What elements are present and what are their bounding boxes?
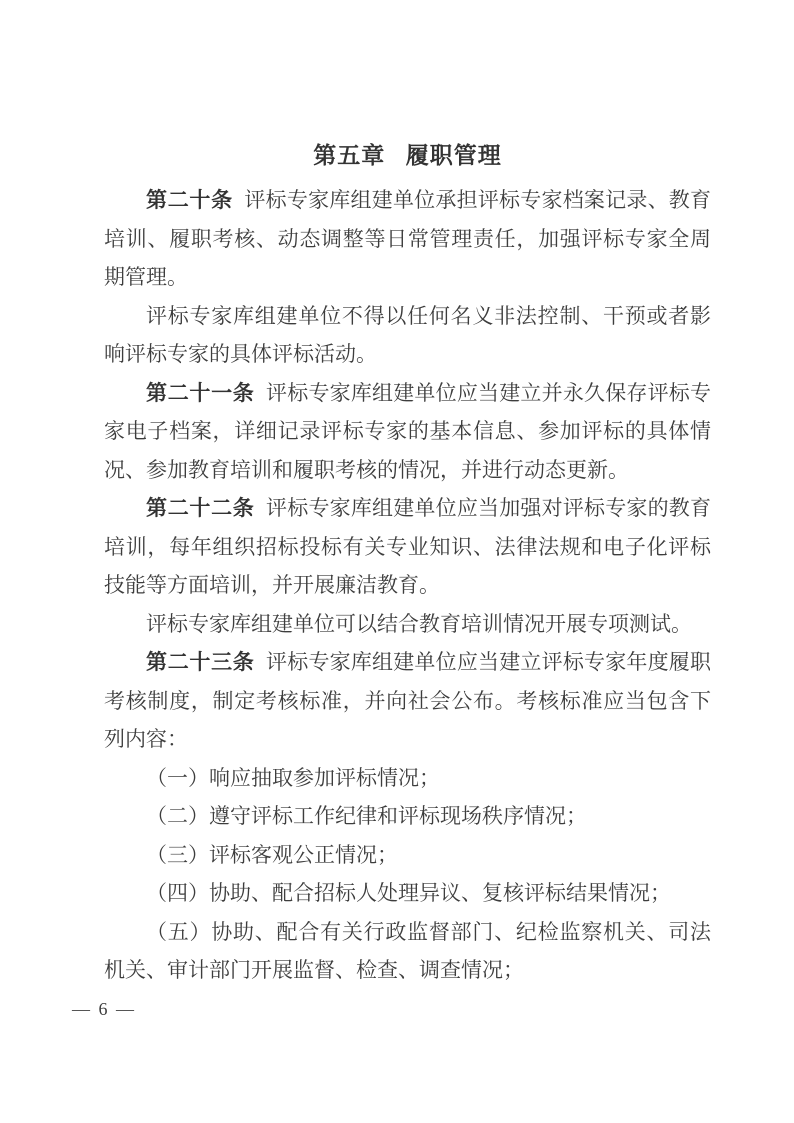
paragraph [104, 913, 711, 990]
paragraph-text: （三）评标客观公正情况； [146, 842, 398, 867]
paragraph-text: 评标专家库组建单位应当建立并永久保存评标专家电子档案，详细记录评标专家的基本信息、参加评标的具体情况、参加教育培训和履职考核的情况，并进行动态更新。 [104, 380, 712, 482]
article-number: 第二十三条 [146, 650, 255, 674]
paragraph [104, 181, 711, 297]
paragraph-text: 评标专家库组建单位应当建立评标专家年度履职考核制度，制定考核标准，并向社会公布。考核标准应当包含下列内容： [104, 650, 712, 751]
chapter-title: 第五章 履职管理 [313, 143, 502, 168]
paragraph-text: （一）响应抽取参加评标情况； [146, 765, 440, 790]
paragraph [104, 797, 711, 836]
paragraph [104, 605, 711, 644]
article-number: 第二十一条 [146, 380, 255, 405]
paragraph [104, 836, 711, 875]
paragraph-text: 评标专家库组建单位不得以任何名义非法控制、干预或者影响评标专家的具体评标活动。 [104, 303, 711, 366]
paragraph-text: （二）遵守评标工作纪律和评标现场秩序情况； [146, 804, 587, 828]
paragraph [104, 759, 711, 798]
paragraph [104, 297, 711, 374]
paragraph-text: （五）协助、配合有关行政监督部门、纪检监察机关、司法机关、审计部门开展监督、检查、调查情况； [104, 919, 711, 982]
paragraph [104, 489, 711, 605]
paragraph-text: （四）协助、配合招标人处理异议、复核评标结果情况； [146, 881, 671, 905]
paragraph-text: 评标专家库组建单位可以结合教育培训情况开展专项测试。 [146, 611, 692, 636]
paragraph [104, 643, 711, 759]
paragraph-text: 评标专家库组建单位应当加强对评标专家的教育培训，每年组织招标投标有关专业知识、法律法规和电子化评标技能等方面培训，并开展廉洁教育。 [104, 496, 712, 597]
article-number: 第二十条 [146, 188, 233, 212]
article-number: 第二十二条 [146, 496, 255, 520]
paragraph-text: 评标专家库组建单位承担评标专家档案记录、教育培训、履职考核、动态调整等日常管理责任，加强评标专家全周期管理。 [104, 188, 712, 289]
paragraph [104, 374, 711, 490]
document-body [104, 181, 711, 990]
paragraph [104, 874, 711, 913]
page-number: — 6 — [72, 999, 136, 1019]
